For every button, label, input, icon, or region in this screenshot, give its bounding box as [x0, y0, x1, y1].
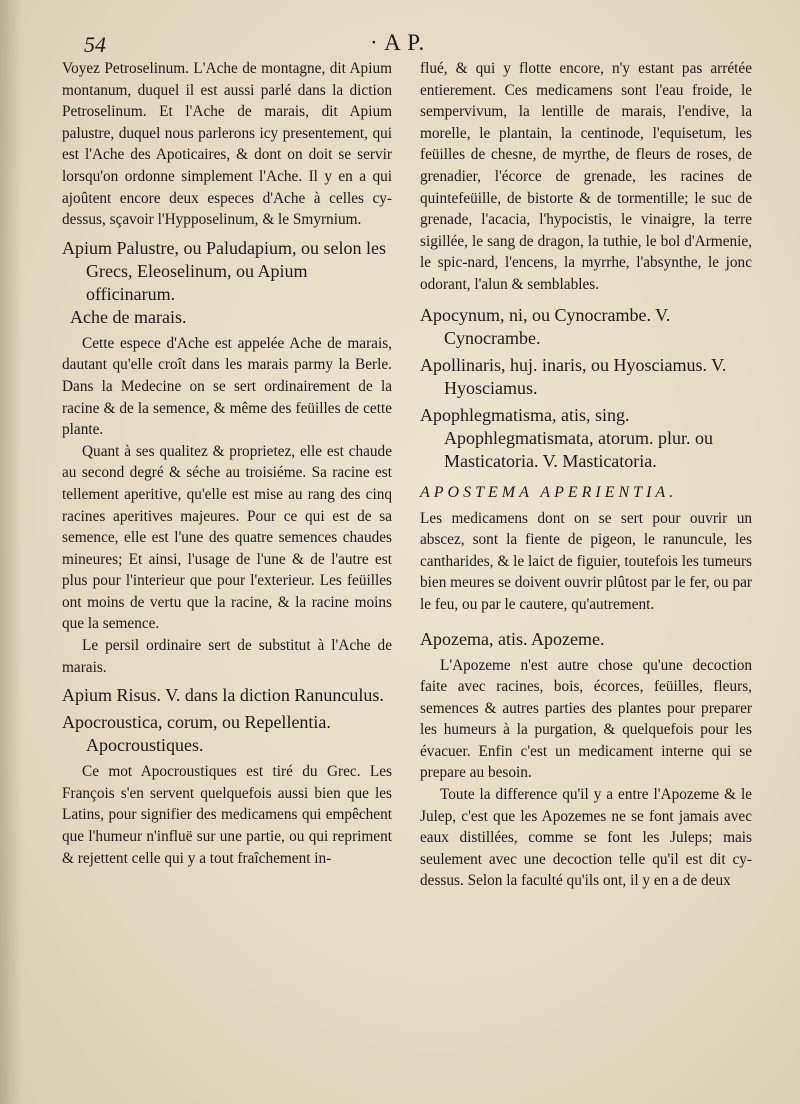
left-column: [62, 58, 392, 869]
entry-heading-apozema: Apozema, atis. Apozeme.: [420, 628, 605, 649]
entry-heading-apophlegmatisma: Apophlegmatisma, atis, sing. Apophlegmatismata, atorum. plur. ou Masticatoria. V. Masticatoria.: [420, 404, 713, 471]
page-number: 54: [84, 32, 106, 57]
entry-heading-french: Ache de marais.: [70, 306, 187, 327]
paragraph-left-2: Cette espece d'Ache est appelée Ache de marais, dautant qu'elle croît dans les marais parmy la Berle. Dans la Medecine on se sert ordinairement de la racine & de la semence, & même des feüilles de cette plante.: [62, 334, 392, 439]
paragraph-left-5: Ce mot Apocroustiques est tiré du Grec. Les François s'en servent quelquefois aussi bien que les Latins, pour signifier des medicamens qui empêchent que l'humeur n'influë sur une partie, ou qui repriment & rejettent celle qui y a tout fraîchement in-: [62, 763, 392, 867]
entry-heading-line: Apium Palustre, ou Paludapium, ou selon les Grecs, Eleoselinum, ou Apium officinarum.: [62, 237, 386, 304]
paragraph-left-3: Quant à ses qualitez & proprietez, elle est chaude au second degré & séche au troisiéme. Sa racine est tellement aperitive, qu'elle est mise au rang des cinq racines aperitives majeures. Pour ce qui est de sa semence, elle est l'une des quatre semences chaudes mineures; Et ainsi, l'usage de l'une & de l'autre est plus pour l'interieur que pour l'exterieur. Les feüilles ont moins de vertu que la racine, & la racine moins que la semence.: [62, 442, 392, 633]
right-column: [420, 58, 752, 892]
entry-heading-apostema-aperientia: APOSTEMA APERIENTIA.: [420, 483, 678, 501]
paragraph-right-1: flué, & qui y flotte encore, n'y estant pas arrétée entierement. Ces medicamens sont l'eau froide, le sempervivum, la lentille de marais, l'endive, la morelle, le plantain, la centinode, l'equisetum, les feüilles de chesne, de myrthe, de fleurs de roses, de grenadier, l'écorce de grenade, les racines de quintefeüille, de bistorte & de tormentille; le suc de grenade, l'acacia, l'hypocistis, le vinaigre, la terre sigillée, le sang de dragon, la tuthie, le bol d'Armenie, le spic-nard, l'encens, la myrrhe, l'absynthe, le jonc odorant, l'alun & semblables.: [420, 60, 752, 293]
paragraph-right-4: Toute la difference qu'il y a entre l'Apozeme & le Julep, c'est que les Apozemes ne se font jamais avec eaux distillées, comme se font les Juleps; mais seulement avec une decoction telle qu'il est dit cy-dessus. Selon la faculté qu'ils ont, il y en a de deux: [420, 786, 752, 890]
paragraph-left-4: Le persil ordinaire sert de substitut à l'Ache de marais.: [62, 637, 392, 676]
entry-heading-apium-palustre: [62, 237, 392, 329]
paragraph-right-3: L'Apozeme n'est autre chose qu'une decoction faite avec racines, bois, écorces, feüilles, fleurs, semences & autres parties des plantes pour preparer les humeurs à la purgation, & quelquefois pour les évacuer. Enfin c'est un medicament interne qui se prepare au besoin.: [420, 656, 752, 782]
paragraph-left-1: Voyez Petroselinum. L'Ache de montagne, dit Apium montanum, duquel il est aussi parlé dans la diction Petroselinum. Et l'Ache de marais, dit Apium palustre, duquel nous parlerons icy presentement, qui est l'Ache des Apoticaires, & dont on doit se servir lorsqu'on ordonne simplement l'Ache. Il y en a qui ajoûtent encore deux especes d'Ache à celles cy-dessus, sçavoir l'Hypposelinum, & le Smyrnium.: [62, 60, 392, 229]
entry-heading-apollinaris: Apollinaris, huj. inaris, ou Hyosciamus. V. Hyosciamus.: [420, 354, 727, 398]
paragraph-right-2: Les medicamens dont on se sert pour ouvrir un abscez, sont la fiente de pigeon, le ranuncule, les cantharides, & le laict de figuier, toutefois les tumeurs bien meures se doivent ouvrir plûtost par le fer, ou par le feu, ou par le cautere, qu'autrement.: [420, 509, 752, 613]
entry-heading-apocroustica: Apocroustica, corum, ou Repellentia. Apocroustiques.: [62, 712, 331, 756]
running-head: · A P.: [370, 30, 426, 55]
entry-heading-apium-risus: Apium Risus. V. dans la diction Ranunculus.: [62, 685, 384, 706]
binding-shadow: [0, 0, 22, 1104]
entry-heading-apocynum: Apocynum, ni, ou Cynocrambe. V. Cynocrambe.: [420, 304, 671, 348]
